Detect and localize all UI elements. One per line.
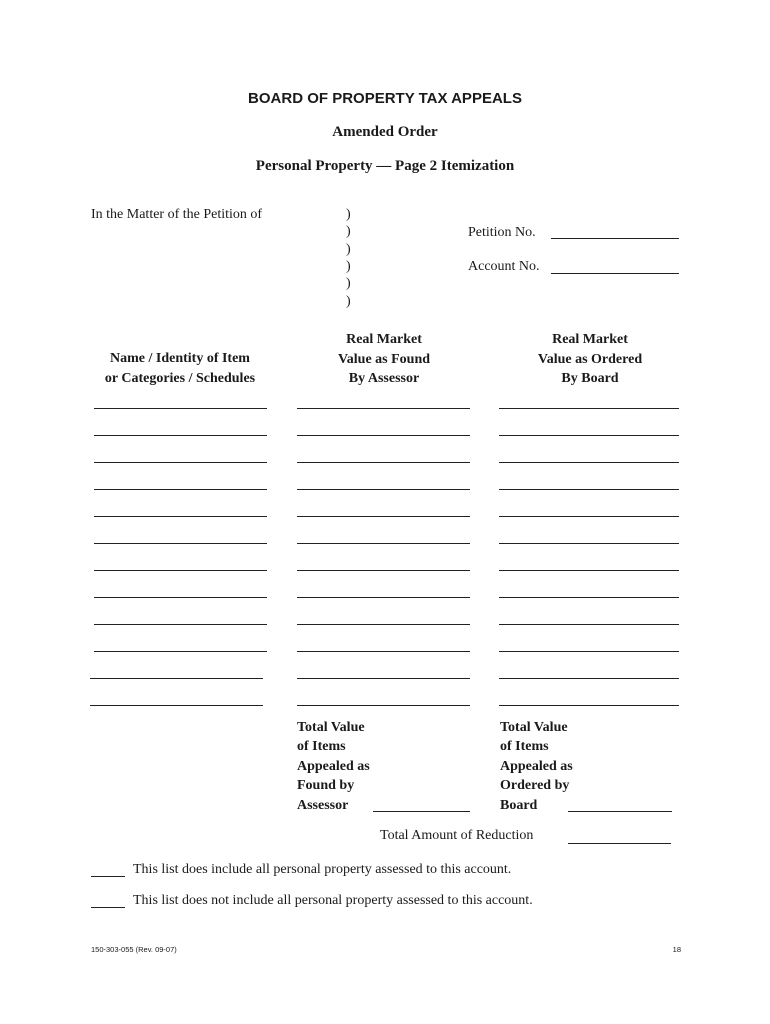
includes-all-checkbox-line[interactable]	[91, 876, 125, 877]
item-name-field[interactable]	[94, 624, 267, 625]
total-reduction-label: Total Amount of Reduction	[380, 828, 534, 843]
petition-number-label: Petition No.	[468, 225, 536, 240]
total-reduction-field[interactable]	[568, 843, 671, 844]
board-value-field[interactable]	[499, 408, 679, 409]
paren: )	[346, 294, 351, 309]
assessor-value-field[interactable]	[297, 624, 470, 625]
total-assessor-label	[297, 718, 370, 815]
column-header-assessor-line: Real Market	[346, 332, 422, 347]
board-value-field[interactable]	[499, 516, 679, 517]
total-assessor-label-line: Appealed as	[297, 758, 370, 774]
item-name-field[interactable]	[94, 570, 267, 571]
assessor-value-field[interactable]	[297, 678, 470, 679]
total-board-label-line: Board	[500, 797, 538, 813]
assessor-value-field[interactable]	[297, 705, 470, 706]
not-includes-all-checkbox-line[interactable]	[91, 907, 125, 908]
assessor-value-field[interactable]	[297, 651, 470, 652]
item-name-field[interactable]	[90, 705, 263, 706]
form-subtitle-amended-order: Amended Order	[332, 124, 438, 140]
board-value-field[interactable]	[499, 462, 679, 463]
column-header-board-line: Real Market	[552, 332, 628, 347]
form-number: 150-303-055 (Rev. 09-07)	[91, 945, 177, 954]
total-board-value-field[interactable]	[568, 811, 672, 812]
column-header-board-line: By Board	[561, 371, 619, 386]
account-number-field[interactable]	[551, 273, 679, 274]
total-assessor-value-field[interactable]	[373, 811, 470, 812]
not-includes-all-label: This list does not include all personal property assessed to this account.	[133, 893, 533, 908]
item-name-field[interactable]	[94, 516, 267, 517]
item-name-field[interactable]	[94, 651, 267, 652]
column-header-board-line: Value as Ordered	[537, 351, 643, 367]
board-value-field[interactable]	[499, 705, 679, 706]
board-value-field[interactable]	[499, 570, 679, 571]
matter-of-petition-label: In the Matter of the Petition of	[91, 207, 263, 222]
paren: )	[346, 207, 351, 222]
account-number-label: Account No.	[468, 259, 540, 274]
total-board-label-line: Ordered by	[500, 778, 570, 794]
paren: )	[346, 276, 351, 291]
column-header-item-line: or Categories / Schedules	[104, 370, 256, 386]
total-board-label-line: Total Value	[500, 720, 568, 735]
paren: )	[346, 242, 351, 257]
assessor-value-field[interactable]	[297, 435, 470, 436]
petition-number-field[interactable]	[551, 238, 679, 239]
item-name-field[interactable]	[94, 408, 267, 409]
item-name-field[interactable]	[94, 462, 267, 463]
board-value-field[interactable]	[499, 543, 679, 544]
total-board-label	[500, 718, 573, 815]
assessor-value-field[interactable]	[297, 597, 470, 598]
column-header-board-value	[499, 330, 681, 389]
column-header-item	[90, 349, 270, 388]
board-value-field[interactable]	[499, 624, 679, 625]
total-assessor-label-line: Total Value	[297, 720, 365, 735]
total-assessor-label-line: of Items	[297, 739, 346, 755]
column-header-assessor-line: Value as Found	[337, 351, 431, 367]
total-assessor-label-line: Assessor	[297, 797, 349, 813]
paren: )	[346, 259, 351, 274]
assessor-value-field[interactable]	[297, 489, 470, 490]
assessor-value-field[interactable]	[297, 570, 470, 571]
form-title: BOARD OF PROPERTY TAX APPEALS	[248, 90, 522, 107]
assessor-value-field[interactable]	[297, 462, 470, 463]
item-name-field[interactable]	[94, 543, 267, 544]
item-name-field[interactable]	[94, 597, 267, 598]
board-value-field[interactable]	[499, 489, 679, 490]
total-board-label-line: of Items	[500, 739, 549, 755]
item-name-field[interactable]	[90, 678, 263, 679]
item-name-field[interactable]	[94, 489, 267, 490]
paren: )	[346, 224, 351, 239]
page-number: 18	[672, 945, 681, 954]
board-value-field[interactable]	[499, 651, 679, 652]
column-header-item-line: Name / Identity of Item	[110, 351, 250, 366]
board-value-field[interactable]	[499, 678, 679, 679]
board-value-field[interactable]	[499, 597, 679, 598]
form-subtitle-itemization: Personal Property — Page 2 Itemization	[255, 158, 515, 174]
item-name-field[interactable]	[94, 435, 267, 436]
assessor-value-field[interactable]	[297, 408, 470, 409]
includes-all-label: This list does include all personal property assessed to this account.	[133, 862, 512, 877]
total-board-label-line: Appealed as	[500, 758, 573, 774]
total-assessor-label-line: Found by	[297, 778, 355, 794]
column-header-assessor-value	[296, 330, 472, 389]
column-header-assessor-line: By Assessor	[348, 371, 420, 386]
assessor-value-field[interactable]	[297, 543, 470, 544]
board-value-field[interactable]	[499, 435, 679, 436]
assessor-value-field[interactable]	[297, 516, 470, 517]
